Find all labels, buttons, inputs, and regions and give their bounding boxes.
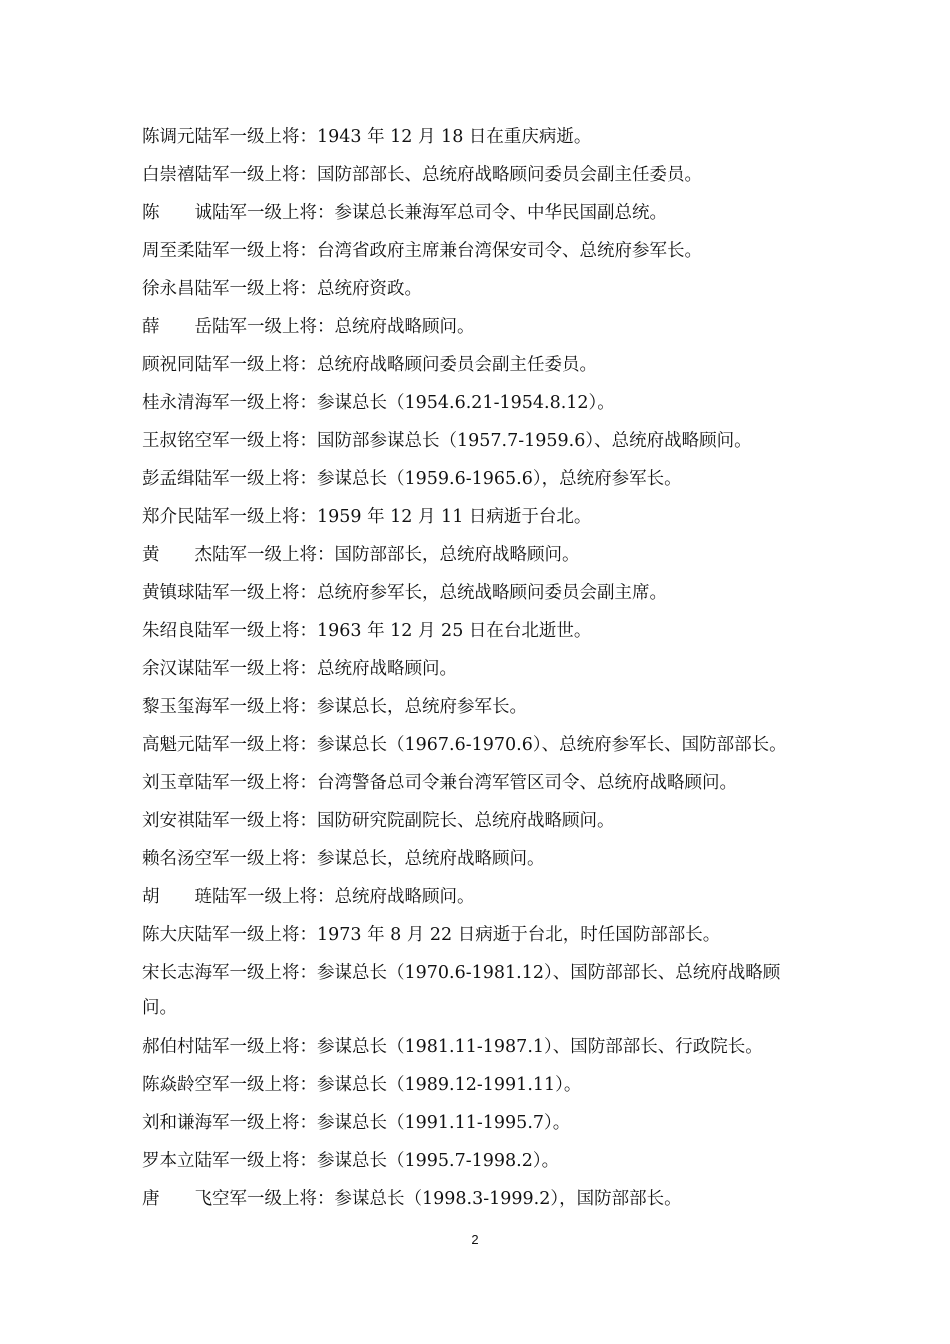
text-line: 刘安祺陆军一级上将：国防研究院副院长、总统府战略顾问。 bbox=[142, 811, 615, 831]
text-line: 余汉谋陆军一级上将：总统府战略顾问。 bbox=[142, 659, 457, 679]
text-line: 赖名汤空军一级上将：参谋总长，总统府战略顾问。 bbox=[142, 849, 545, 869]
text-line: 周至柔陆军一级上将：台湾省政府主席兼台湾保安司令、总统府参军长。 bbox=[142, 241, 702, 261]
text-line: 朱绍良陆军一级上将：1963 年 12 月 25 日在台北逝世。 bbox=[142, 621, 592, 641]
text-line: 郝伯村陆军一级上将：参谋总长（1981.11-1987.1）、国防部部长、行政院长。 bbox=[142, 1037, 763, 1057]
text-line: 王叔铭空军一级上将：国防部参谋总长（1957.7-1959.6）、总统府战略顾问。 bbox=[142, 431, 752, 451]
text-line-continuation: 问。 bbox=[142, 998, 177, 1018]
text-line: 刘和谦海军一级上将：参谋总长（1991.11-1995.7）。 bbox=[142, 1113, 571, 1133]
text-line: 胡 琏陆军一级上将：总统府战略顾问。 bbox=[142, 887, 475, 907]
text-line: 陈调元陆军一级上将：1943 年 12 月 18 日在重庆病逝。 bbox=[142, 127, 592, 147]
text-line: 薛 岳陆军一级上将：总统府战略顾问。 bbox=[142, 317, 475, 337]
document-body bbox=[142, 118, 822, 1218]
text-line: 陈 诚陆军一级上将：参谋总长兼海军总司令、中华民国副总统。 bbox=[142, 203, 667, 223]
text-line: 唐 飞空军一级上将：参谋总长（1998.3-1999.2），国防部部长。 bbox=[142, 1189, 682, 1209]
text-line: 罗本立陆军一级上将：参谋总长（1995.7-1998.2）。 bbox=[142, 1151, 560, 1171]
text-line: 宋长志海军一级上将：参谋总长（1970.6-1981.12）、国防部部长、总统府战略顾 bbox=[142, 963, 781, 983]
text-line: 黄镇球陆军一级上将：总统府参军长，总统战略顾问委员会副主席。 bbox=[142, 583, 667, 603]
text-line: 顾祝同陆军一级上将：总统府战略顾问委员会副主任委员。 bbox=[142, 355, 597, 375]
text-line: 彭孟缉陆军一级上将：参谋总长（1959.6-1965.6），总统府参军长。 bbox=[142, 469, 682, 489]
text-line: 黄 杰陆军一级上将：国防部部长，总统府战略顾问。 bbox=[142, 545, 580, 565]
text-line: 陈大庆陆军一级上将：1973 年 8 月 22 日病逝于台北，时任国防部部长。 bbox=[142, 925, 721, 945]
text-line: 高魁元陆军一级上将：参谋总长（1967.6-1970.6）、总统府参军长、国防部部长。 bbox=[142, 735, 787, 755]
text-line: 徐永昌陆军一级上将：总统府资政。 bbox=[142, 279, 422, 299]
text-line: 白崇禧陆军一级上将：国防部部长、总统府战略顾问委员会副主任委员。 bbox=[142, 165, 702, 185]
page-number: 2 bbox=[471, 1232, 479, 1247]
text-line: 刘玉章陆军一级上将：台湾警备总司令兼台湾军管区司令、总统府战略顾问。 bbox=[142, 773, 737, 793]
text-line: 陈焱龄空军一级上将：参谋总长（1989.12-1991.11）。 bbox=[142, 1075, 582, 1095]
text-line: 桂永清海军一级上将：参谋总长（1954.6.21-1954.8.12）。 bbox=[142, 393, 615, 413]
text-line: 郑介民陆军一级上将：1959 年 12 月 11 日病逝于台北。 bbox=[142, 507, 592, 527]
text-line: 黎玉玺海军一级上将：参谋总长，总统府参军长。 bbox=[142, 697, 527, 717]
